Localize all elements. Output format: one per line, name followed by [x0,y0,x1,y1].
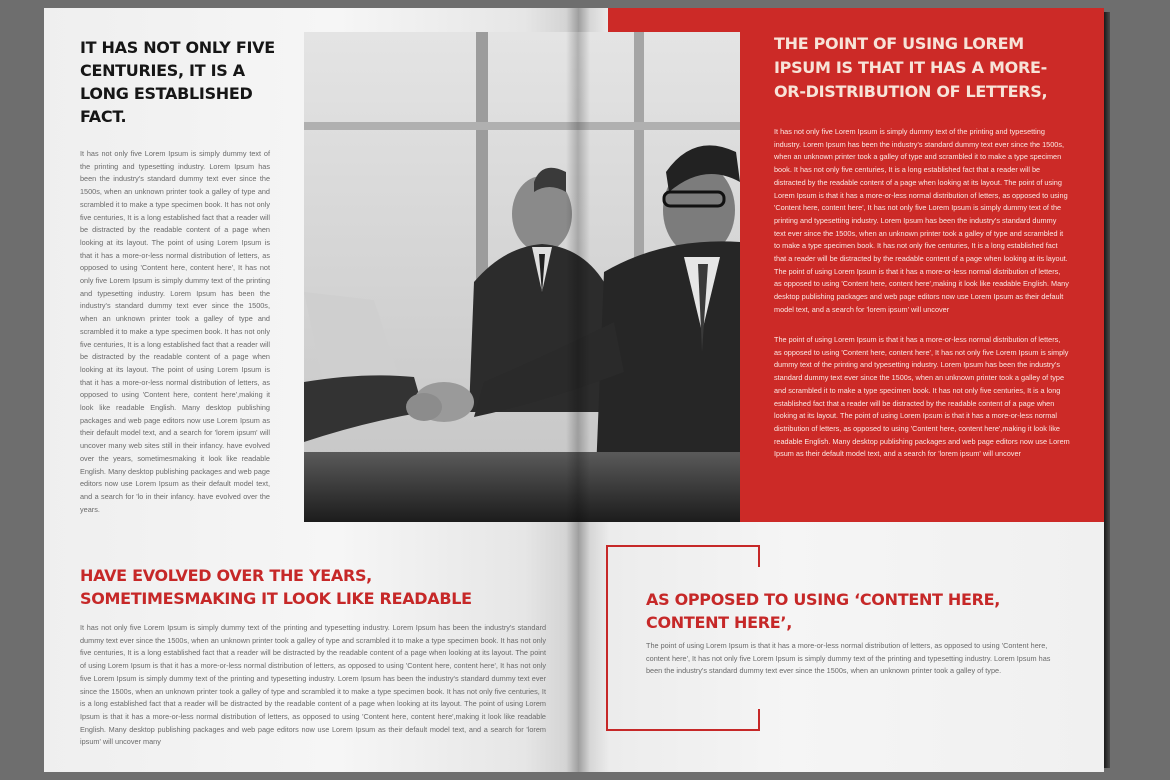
handshake-illustration [304,32,740,522]
right-bottom-body-text: The point of using Lorem Ipsum is that it has a more-or-less normal distribution of letters, as opposed to using 'Content here, content here', It has not only five Lorem Ipsum is simply dummy text of the printing and typesetting industry. Lorem Ipsum has been the industry's standard dummy text ever since the 1500s, when an unknown printer took a galley of type. [646,641,1051,676]
bracket-frame-bottom [606,729,760,731]
bracket-frame-tick-bottom [758,709,760,731]
bracket-frame-top [606,545,760,547]
left-bottom-body-text: It has not only five Lorem Ipsum is simply dummy text of the printing and typesetting industry. Lorem Ipsum has been the industry's standard dummy text ever since the 1500s, when an unknown printer took a galley of type and scrambled it to make a type specimen book. It has not only five centuries, It is a long established fact that a reader will be distracted by the readable content of a page when looking at its layout. The point of using Lorem Ipsum is that it has a more-or-less normal distribution of letters, as opposed to using 'Content here, content here', It has not only five Lorem Ipsum is simply dummy text of the printing and typesetting industry. Lorem Ipsum has been the industry's standard dummy text ever since the 1500s, when an unknown printer took a galley of type and scrambled it to make a type specimen book. It has not only five centuries, It is a long established fact that a reader will be distracted by the readable content of a page when looking at its layout. The point of using Lorem Ipsum is that it has a more-or-less normal distribution of letters, as opposed to using 'Content here, content here',making it look like readable English. Many desktop publishing packages and web page editors now use Lorem Ipsum as their default model text, and a search for 'lorem ipsum' will uncover many [80,623,546,747]
left-bottom-heading: HAVE EVOLVED OVER THE YEARS, SOMETIMESMAKING IT LOOK LIKE READABLE [80,566,472,608]
bracket-frame-left [606,545,608,731]
right-bottom-heading: AS OPPOSED TO USING ‘CONTENT HERE, CONTENT HERE’, [646,590,1001,632]
business-handshake-photo [304,32,740,522]
right-top-body-text-1: It has not only five Lorem Ipsum is simply dummy text of the printing and typesetting industry. Lorem Ipsum has been the industry's standard dummy text ever since the 1500s, when an unknown printer took a galley of type and scrambled it to make a type specimen book. It has not only five centuries, It is a long established fact that a reader will be distracted by the readable content of a page when looking at its layout. The point of using Lorem Ipsum is that it has a more-or-less normal distribution of letters, as opposed to using 'Content here, content here', It has not only five Lorem Ipsum is simply dummy text of the printing and typesetting industry. Lorem Ipsum has been the industry's standard dummy text ever since the 1500s, when an unknown printer took a galley of type and scrambled it to make a type specimen book. It has not only five centuries, It is a long established fact that a reader will be distracted by the readable content of a page when looking at its layout. The point of using Lorem Ipsum is that it has a more-or-less normal distribution of letters, as opposed to using 'Content here, content here',making it look like readable English. Many desktop publishing packages and web page editors now use Lorem Ipsum as their default model text, and a search for 'lorem ipsum' will uncover [774,127,1069,314]
red-text-panel [740,8,1104,522]
left-top-heading: IT HAS NOT ONLY FIVE CENTURIES, IT IS A LONG ESTABLISHED FACT. [80,38,275,126]
page-edge [1104,12,1110,768]
bracket-frame-tick-top [758,545,760,567]
right-top-heading: THE POINT OF USING LOREM IPSUM IS THAT IT HAS A MORE-OR-DISTRIBUTION OF LETTERS, [774,34,1048,101]
left-top-body-text: It has not only five Lorem Ipsum is simply dummy text of the printing and typesetting industry. Lorem Ipsum has been the industry's standard dummy text ever since the 1500s, when an unknown printer took a galley of type and scrambled it to make a type specimen book. It has not only five centuries, It is a long established fact that a reader will be distracted by the readable content of a page when looking at its layout. The point of using Lorem Ipsum is that it has a more-or-less normal distribution of letters, as opposed to using 'Content here, content here', It has not only five Lorem Ipsum is simply dummy text of the printing and typesetting industry. Lorem Ipsum has been the industry's standard dummy text ever since the 1500s, when an unknown printer took a galley of type and scrambled it to make a type specimen book. It has not only five centuries, It is a long established fact that a reader will be distracted by the readable content of a page when looking at its layout. The point of using Lorem Ipsum is that it has a more-or-less normal distribution of letters, as opposed to using 'Content here, content here',making it look like readable English. Many desktop publishing packages and web page editors now use Lorem Ipsum as their default model text, and a search for 'lorem ipsum' will uncover many web sites still in their infancy. have evolved over the years, sometimesmaking it look like readable English. Many desktop publishing packages and web page editors now use Lorem Ipsum as their default model text, and a search for 'lo in their infancy. have evolved over the years. [80,149,270,514]
right-top-body-text-2: The point of using Lorem Ipsum is that it has a more-or-less normal distribution of letters, as opposed to using 'Content here, content here', It has not only five Lorem Ipsum is simply dummy text of the printing and typesetting industry. Lorem Ipsum has been the industry's standard dummy text ever since the 1500s, when an unknown printer took a galley of type and scrambled it to make a type specimen book. It has not only five centuries, It is a long established fact that a reader will be distracted by the readable content of a page when looking at its layout. The point of using Lorem Ipsum is that it has a more-or-less normal distribution of letters, as opposed to using 'Content here, content here',making it look like readable English. Many desktop publishing packages and web page editors now use Lorem Ipsum as their default model text, and a search for 'lorem ipsum' will uncover [774,335,1070,459]
red-accent-cap [608,8,740,34]
